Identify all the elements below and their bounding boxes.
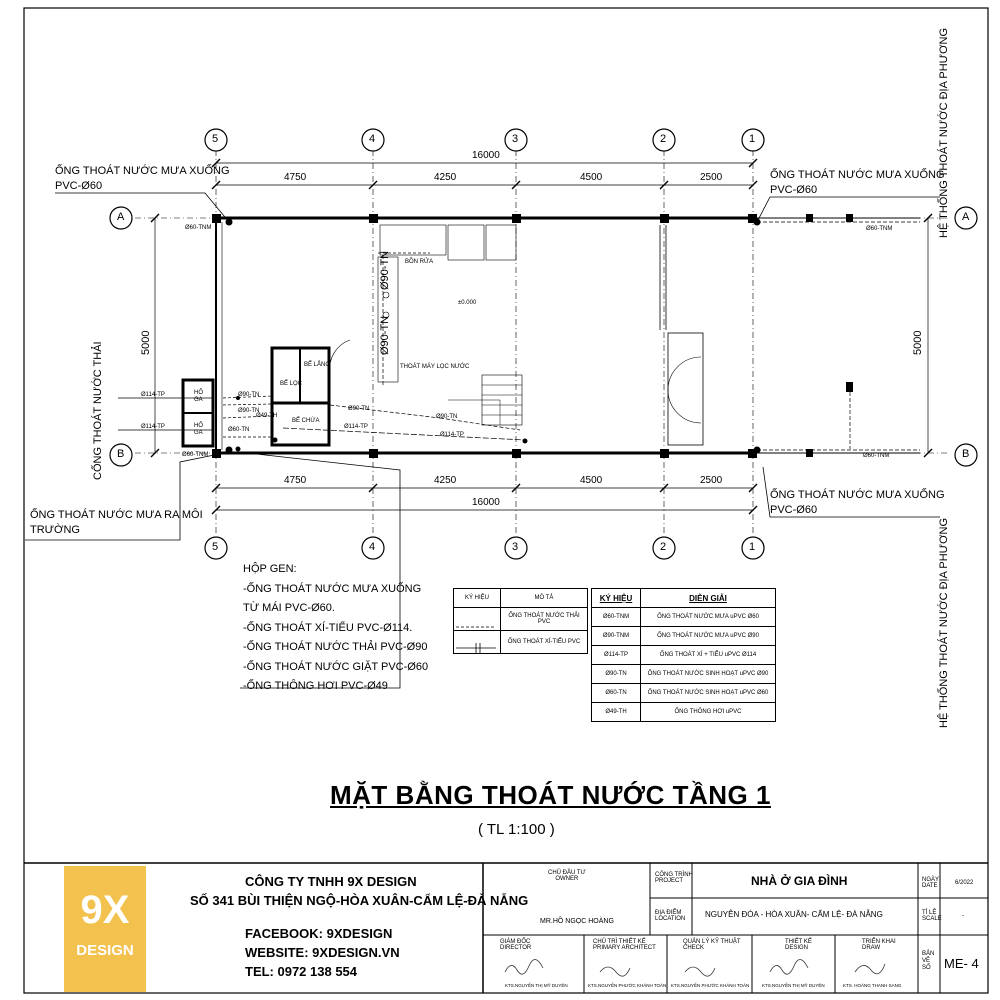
- company-name: CÔNG TY TNHH 9X DESIGN: [245, 874, 417, 889]
- label-manhole: HỐ GA: [194, 423, 203, 436]
- company-logo: [64, 866, 146, 992]
- dimension-lines: [151, 159, 932, 514]
- project-label: CÔNG TRÌNH PROJECT: [655, 872, 693, 884]
- pipes: [118, 222, 920, 450]
- legend-code: Ø114-TP: [592, 646, 641, 665]
- callout-line: ỐNG THOÁT NƯỚC MƯA XUỐNG: [770, 489, 945, 501]
- role-name-director: KTS.NGUYỄN THỊ MỸ DUYÊN: [505, 983, 568, 988]
- legend-header: KÝ HIỆU: [592, 589, 641, 608]
- dim-top-4: 2500: [700, 172, 723, 183]
- label-settling-tank: BỂ LẮNG: [304, 362, 331, 368]
- grid-label-2-bottom: 2: [660, 541, 667, 553]
- callout-line: PVC-Ø60: [770, 504, 818, 516]
- drawing-title: MẶT BẰNG THOÁT NƯỚC TẦNG 1: [330, 780, 771, 810]
- company-website: WEBSITE: 9XDESIGN.VN: [245, 945, 400, 960]
- role-label-director: GIÁM ĐỐC DIRECTOR: [500, 939, 532, 951]
- company-facebook: FACEBOOK: 9XDESIGN: [245, 926, 393, 941]
- callout-line: PVC-Ø60: [770, 184, 818, 196]
- hop-gen-line: -ỐNG THOÁT NƯỚC GIẶT PVC-Ø60: [243, 660, 429, 673]
- legend-desc: ỐNG THÔNG HƠI uPVC: [641, 703, 776, 722]
- grid-label-3-bottom: 3: [512, 541, 519, 553]
- label-o90-tn-vertical: Ø90-TN: [379, 250, 391, 290]
- label-elevation: ±0.000: [458, 300, 477, 306]
- local-system-label-top: HỆ THỐNG THOÁT NƯỚC ĐỊA PHƯƠNG: [938, 27, 950, 238]
- dim-side-left: 5000: [140, 330, 152, 355]
- location-label: ĐỊA ĐIỂM LOCATION: [655, 910, 686, 922]
- label-o90-tn: Ø90-TN: [238, 392, 260, 398]
- scale-label: TỈ LỆ SCALE: [922, 910, 942, 922]
- role-name-primary-architect: KTS.NGUYỄN PHƯỚC KHÁNH TOÀN: [588, 983, 667, 988]
- grid-label-5-bottom: 5: [212, 541, 219, 553]
- label-storage-tank: BỂ CHỨA: [292, 418, 320, 424]
- role-label-primary-architect: CHỦ TRÌ THIẾT KẾ PRIMARY ARCHITECT: [593, 939, 656, 951]
- label-o60-tnm: Ø60-TNM: [185, 225, 212, 231]
- hop-gen-line: -ỐNG THOÁT XÍ-TIỂU PVC-Ø114.: [243, 621, 413, 634]
- dim-top-2: 4250: [434, 172, 457, 183]
- label-o114-tp: Ø114-TP: [141, 424, 165, 430]
- grid-label-b-left: B: [117, 448, 125, 460]
- hop-gen-line: -ỐNG THÔNG HƠI PVC-Ø49: [243, 680, 388, 692]
- label-o60-tnm: Ø60-TNM: [182, 452, 209, 458]
- hop-gen-note: [243, 560, 428, 697]
- hop-gen-line: TỪ MÁI PVC-Ø60.: [243, 602, 335, 614]
- callout-rain-top-right: [770, 168, 945, 198]
- grid-label-2-top: 2: [660, 133, 667, 145]
- date-value: 6/2022: [955, 880, 974, 886]
- drawing-scale: ( TL 1:100 ): [478, 821, 555, 838]
- grid-label-1-bottom: 1: [749, 541, 756, 553]
- company-phone: TEL: 0972 138 554: [245, 964, 358, 979]
- label-o60-tn: Ø60-TN: [228, 427, 250, 433]
- label-filter-tank: BỂ LỌC: [280, 381, 303, 387]
- signatures: [505, 959, 885, 976]
- label-o90-tn: Ø90-TN: [436, 414, 458, 420]
- legend-desc: ỐNG THOÁT NƯỚC SINH HOẠT uPVC Ø60: [641, 684, 776, 703]
- location-value: NGUYỄN ĐÓA - HÒA XUÂN- CẨM LỆ- ĐÀ NẴNG: [705, 910, 883, 919]
- dim-bottom-1: 4750: [284, 475, 307, 486]
- grid-label-a-left: A: [117, 211, 125, 223]
- role-name-draw: KTS. HOÀNG THANH SANG: [843, 983, 902, 988]
- dim-side-right: 5000: [912, 330, 924, 355]
- legend-code: Ø90-TN: [592, 665, 641, 684]
- legend-code: Ø60-TNM: [592, 608, 641, 627]
- hop-gen-line: -ỐNG THOÁT NƯỚC THẢI PVC-Ø90: [243, 641, 428, 653]
- grid-label-1-top: 1: [749, 133, 756, 145]
- dim-total-top: 16000: [472, 150, 500, 161]
- legend-line-types: [453, 588, 588, 654]
- logo-subtext: DESIGN: [76, 942, 134, 959]
- dim-total-bottom: 16000: [472, 497, 500, 508]
- legend-desc: ỐNG THOÁT NƯỚC THẢI PVC: [501, 608, 588, 631]
- logo-text: 9X: [80, 888, 130, 932]
- label-o90-tn: Ø90-TN: [348, 406, 370, 412]
- label-o90-tn-vertical: Ø90-TN: [379, 315, 391, 355]
- project-name: NHÀ Ở GIA ĐÌNH: [751, 874, 848, 888]
- company-address: SỐ 341 BÙI THIỆN NGỘ-HÒA XUÂN-CẨM LỆ-ĐÀ NẴNG: [190, 893, 529, 908]
- label-manhole: HỐ GA: [194, 390, 203, 403]
- callout-line: PVC-Ø60: [55, 180, 103, 192]
- legend-symbol-cell: [454, 631, 501, 654]
- callout-rain-bottom-right: [770, 488, 945, 518]
- legend-header: MÔ TẢ: [501, 589, 588, 608]
- dim-bottom-3: 4500: [580, 475, 603, 486]
- label-o114-tp: Ø114-TP: [440, 432, 464, 438]
- date-label: NGÀY DATE: [922, 877, 940, 889]
- legend-desc: ỐNG THOÁT XÍ-TIỂU PVC: [501, 631, 588, 654]
- sheet-label: BẢN VẼ SỐ: [922, 951, 935, 971]
- dim-bottom-4: 2500: [700, 475, 723, 486]
- legend-symbol-cell: [454, 608, 501, 631]
- role-label-draw: TRIỂN KHAI DRAW: [862, 939, 896, 951]
- callout-rain-env: [30, 508, 203, 538]
- label-o60-tnm: Ø60-TNM: [863, 453, 890, 459]
- label-o114-tp: Ø114-TP: [141, 392, 165, 398]
- legend-header: DIỄN GIẢI: [641, 589, 776, 608]
- grid-label-4-bottom: 4: [369, 541, 376, 553]
- label-o114-tp: Ø114-TP: [344, 424, 368, 430]
- dim-top-1: 4750: [284, 172, 307, 183]
- callout-line: ỐNG THOÁT NƯỚC MƯA RA MÔI: [30, 509, 203, 521]
- label-o90-tn: Ø90-TN: [238, 408, 260, 414]
- dim-bottom-2: 4250: [434, 475, 457, 486]
- legend-code: Ø60-TN: [592, 684, 641, 703]
- waste-pipe-label: CỐNG THOÁT NƯỚC THẢI: [92, 341, 104, 480]
- label-o60-tnm: Ø60-TNM: [866, 226, 893, 232]
- callout-line: TRƯỜNG: [30, 524, 80, 536]
- callout-rain-top-left: [55, 164, 230, 194]
- hop-gen-line: -ỐNG THOÁT NƯỚC MƯA XUỐNG: [243, 582, 422, 595]
- grid-label-b-right: B: [962, 448, 970, 460]
- role-name-design: KTS.NGUYỄN THỊ MỸ DUYÊN: [762, 983, 825, 988]
- grid-lines: [135, 150, 948, 535]
- hop-gen-line: HỘP GEN:: [243, 563, 297, 575]
- role-label-check: QUẢN LÝ KỸ THUẬT CHECK: [683, 939, 741, 951]
- label-filter-drain: THOÁT MÁY LỌC NƯỚC: [400, 364, 470, 370]
- grid-label-4-top: 4: [369, 133, 376, 145]
- legend-code: Ø49-TH: [592, 703, 641, 722]
- label-sink: BỒN RỬA: [405, 259, 434, 265]
- grid-label-5-top: 5: [212, 133, 219, 145]
- legend-desc: ỐNG THOÁT NƯỚC MƯA uPVC Ø90: [641, 627, 776, 646]
- owner-name: MR.HỒ NGỌC HOÀNG: [540, 918, 614, 925]
- legend-abbreviations: [591, 588, 776, 722]
- legend-desc: ỐNG THOÁT NƯỚC SINH HOẠT uPVC Ø90: [641, 665, 776, 684]
- role-name-check: KTS.NGUYỄN PHƯỚC KHÁNH TOÀN: [671, 983, 750, 988]
- owner-label: CHỦ ĐẦU TƯ OWNER: [548, 870, 586, 882]
- legend-desc: ỐNG THOÁT XÍ + TIỂU uPVC Ø114: [641, 646, 776, 665]
- label-o49-th: Ø49-TH: [256, 413, 278, 419]
- scale-value: -: [962, 913, 964, 919]
- callout-line: ỐNG THOÁT NƯỚC MƯA XUỐNG: [770, 169, 945, 181]
- local-system-label-bottom: HỆ THỐNG THOÁT NƯỚC ĐỊA PHƯƠNG: [938, 517, 950, 728]
- sheet-number: ME- 4: [944, 956, 979, 971]
- grid-label-3-top: 3: [512, 133, 519, 145]
- legend-desc: ỐNG THOÁT NƯỚC MƯA uPVC Ø60: [641, 608, 776, 627]
- dim-top-3: 4500: [580, 172, 603, 183]
- legend-header: KÝ HIỆU: [454, 589, 501, 608]
- legend-code: Ø90-TNM: [592, 627, 641, 646]
- grid-label-a-right: A: [962, 211, 970, 223]
- callout-line: ỐNG THOÁT NƯỚC MƯA XUỐNG: [55, 165, 230, 177]
- role-label-design: THIẾT KẾ DESIGN: [785, 939, 812, 951]
